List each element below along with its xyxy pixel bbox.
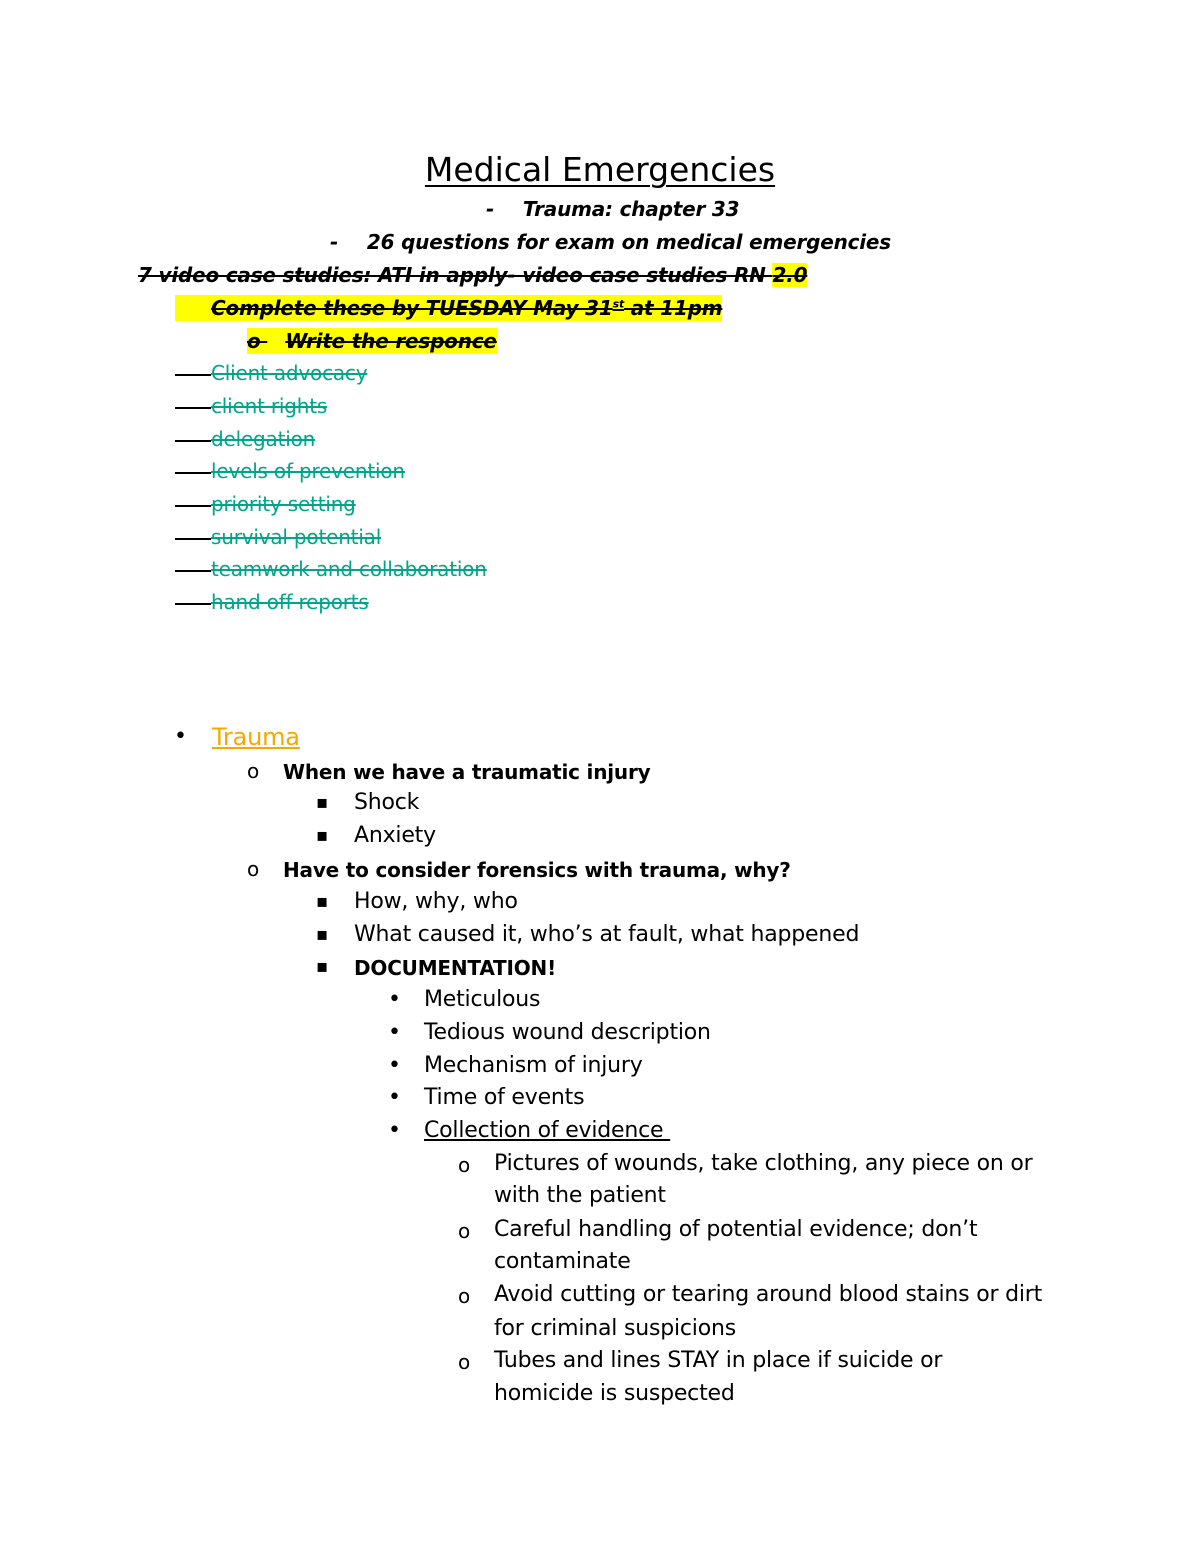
o-marker: o bbox=[247, 329, 261, 353]
dot-marker: • bbox=[388, 1085, 401, 1110]
trauma-item: When we have a traumatic injury bbox=[283, 760, 651, 784]
write-line bbox=[247, 328, 497, 354]
doc-item: Tedious wound description bbox=[424, 1020, 711, 1045]
evidence-line: Avoid cutting or tearing around blood stains or dirt bbox=[494, 1282, 1043, 1307]
topic-item: delegation bbox=[175, 426, 315, 452]
dot-marker: • bbox=[388, 987, 401, 1012]
sub-item: What caused it, who’s at fault, what happened bbox=[354, 922, 860, 947]
o-marker: o bbox=[458, 1153, 471, 1177]
o-marker: o bbox=[458, 1284, 471, 1308]
topic-item: Client advocacy bbox=[175, 360, 367, 386]
dash-marker: - bbox=[486, 197, 495, 221]
sub-item: Anxiety bbox=[354, 823, 436, 848]
square-marker: ▪ bbox=[316, 891, 329, 912]
topic-item: levels of prevention bbox=[175, 458, 405, 484]
complete-line bbox=[175, 295, 722, 321]
write-text: Write the responce bbox=[285, 329, 497, 353]
trauma-heading: Trauma bbox=[212, 723, 300, 751]
o-marker: o bbox=[247, 857, 260, 881]
doc-item: Meticulous bbox=[424, 987, 541, 1012]
dot-marker: • bbox=[388, 1020, 401, 1045]
square-marker: ▪ bbox=[316, 825, 329, 846]
intro-text: 26 questions for exam on medical emergencies bbox=[366, 230, 892, 254]
doc-item: Mechanism of injury bbox=[424, 1053, 643, 1078]
bullet-marker: • bbox=[174, 724, 187, 749]
evidence-line: Pictures of wounds, take clothing, any piece on or bbox=[494, 1151, 1033, 1176]
video-text: 7 video case studies: ATI in apply- video case studies RN bbox=[138, 263, 773, 287]
topic-item: teamwork and collaboration bbox=[175, 556, 487, 582]
evidence-line: with the patient bbox=[494, 1183, 666, 1208]
complete-text-after: at 11pm bbox=[624, 296, 723, 320]
intro-line-2 bbox=[330, 229, 891, 255]
video-line bbox=[138, 262, 807, 288]
dot-marker: • bbox=[388, 1053, 401, 1078]
doc-item: Time of events bbox=[424, 1085, 585, 1110]
sub-item: DOCUMENTATION! bbox=[354, 956, 556, 980]
evidence-line: Tubes and lines STAY in place if suicide or bbox=[494, 1348, 943, 1373]
topic-item: client rights bbox=[175, 393, 327, 419]
sub-item: How, why, who bbox=[354, 889, 518, 914]
intro-line-1 bbox=[486, 196, 739, 222]
complete-text: Complete these by TUESDAY May 31 bbox=[211, 296, 613, 320]
o-marker: o bbox=[458, 1350, 471, 1374]
o-marker: o bbox=[247, 759, 260, 783]
o-marker: o bbox=[458, 1219, 471, 1243]
page-title: Medical Emergencies bbox=[424, 150, 776, 189]
sub-item: Shock bbox=[354, 790, 420, 815]
topic-item: survival potential bbox=[175, 524, 381, 550]
topic-item: priority setting bbox=[175, 491, 356, 517]
doc-item: Collection of evidence bbox=[424, 1118, 671, 1143]
complete-sup: st bbox=[612, 297, 624, 311]
evidence-line: contaminate bbox=[494, 1249, 631, 1274]
evidence-line: Careful handling of potential evidence; don’t bbox=[494, 1217, 978, 1242]
intro-text: Trauma: chapter 33 bbox=[522, 197, 740, 221]
square-marker: ▪ bbox=[316, 792, 329, 813]
video-highlight: 2.0 bbox=[772, 263, 808, 287]
dash-marker: - bbox=[330, 230, 339, 254]
square-marker: ▪ bbox=[316, 956, 329, 977]
square-marker: ▪ bbox=[316, 924, 329, 945]
trauma-item: Have to consider forensics with trauma, why? bbox=[283, 858, 791, 882]
topic-item: hand off reports bbox=[175, 589, 369, 615]
dot-marker: • bbox=[388, 1118, 401, 1143]
evidence-line: homicide is suspected bbox=[494, 1381, 735, 1406]
evidence-line: for criminal suspicions bbox=[494, 1316, 736, 1341]
